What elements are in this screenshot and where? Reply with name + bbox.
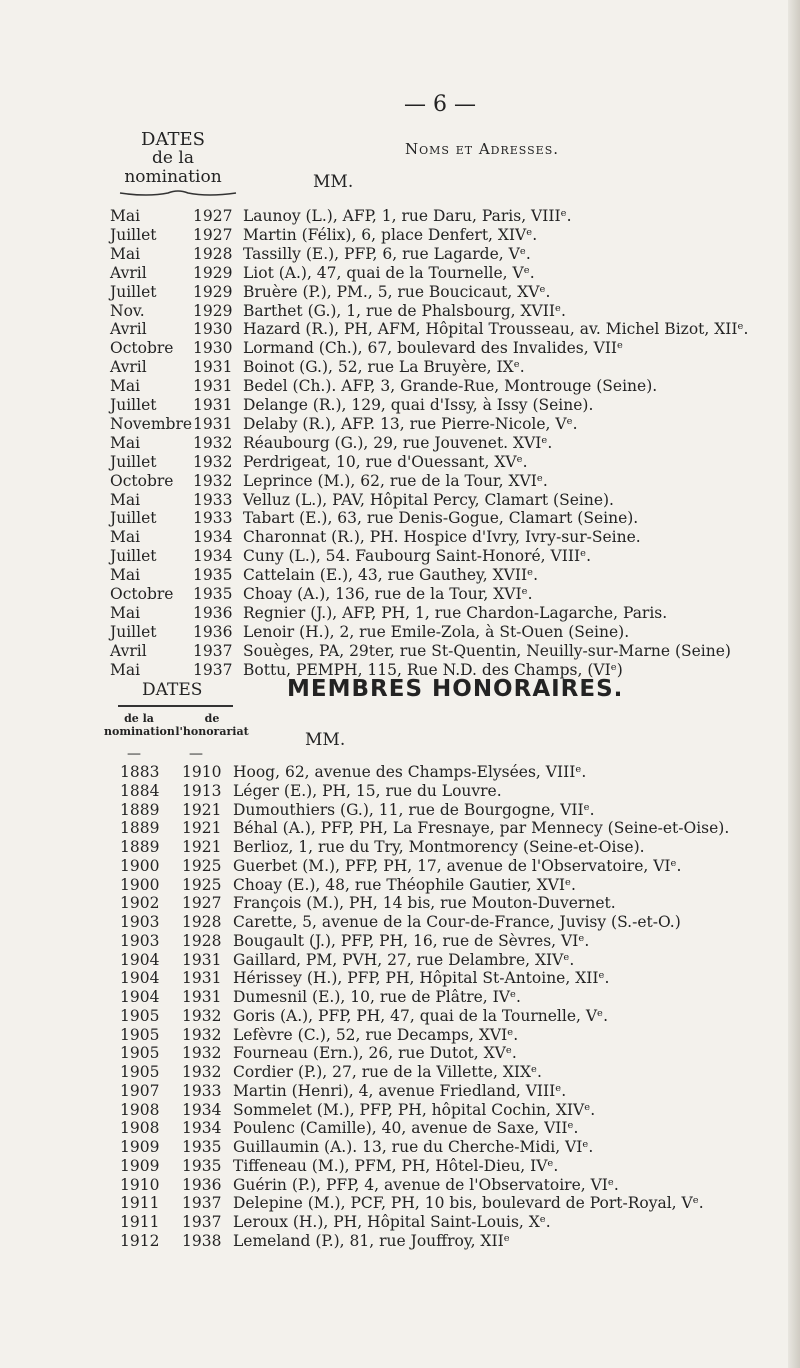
member-month: Juillet [110, 547, 157, 566]
member-year: 1935 [193, 566, 233, 585]
honorariat-year: 1935 [182, 1156, 222, 1175]
member-month: Juillet [110, 396, 157, 414]
member-entry: Leprince (M.), 62, rue de la Tour, XVIᵉ. [243, 471, 548, 490]
nomination-year: 1904 [120, 950, 160, 969]
nomination-year: 1900 [120, 875, 160, 894]
member-month: Avril [110, 641, 147, 660]
honorariat-year: 1925 [182, 856, 222, 875]
nomination-subheader-line-1: de la [124, 712, 154, 725]
honorary-dates-header: DATES [142, 680, 203, 700]
nomination-year: 1905 [120, 1025, 160, 1044]
member-month: Octobre [110, 471, 174, 490]
honorariat-year: 1921 [182, 838, 222, 856]
member-year: 1928 [193, 244, 233, 263]
honorary-member-entry: Cordier (P.), 27, rue de la Villette, XIXᵉ. [233, 1063, 542, 1081]
honorary-member-entry: Gaillard, PM, PVH, 27, rue Delambre, XIVᵉ. [233, 950, 575, 969]
honorariat-year: 1934 [182, 1119, 222, 1138]
member-entry: Barthet (G.), 1, rue de Phalsbourg, XVIIᵉ. [243, 301, 566, 320]
nomination-year: 1907 [120, 1081, 160, 1100]
honorariat-subheader [172, 712, 252, 738]
honorary-member-entry: Delepine (M.), PCF, PH, 10 bis, boulevard de Port-Royal, Vᵉ. [233, 1194, 704, 1213]
names-column-header: Noms et Adresses. [405, 140, 560, 158]
member-year: 1929 [193, 282, 233, 301]
member-month: Mai [110, 377, 141, 396]
member-year: 1930 [193, 320, 233, 339]
honorariat-year: 1913 [182, 781, 222, 800]
honorariat-subheader-line-2: l'honorariat [175, 725, 249, 738]
honorary-member-entry: Guérin (P.), PFP, 4, avenue de l'Observatoire, VIᵉ. [233, 1175, 619, 1194]
honorary-member-entry: Léger (E.), PH, 15, rue du Louvre. [233, 781, 502, 800]
member-year: 1927 [193, 207, 233, 225]
honorariat-year: 1932 [182, 1044, 222, 1063]
honorary-member-entry: Guillaumin (A.). 13, rue du Cherche-Midi, VIᵉ. [233, 1138, 594, 1156]
mm-label: MM. [313, 172, 354, 192]
nomination-year: 1908 [120, 1100, 160, 1119]
honorary-member-entry: Bougault (J.), PFP, PH, 16, rue de Sèvres, VIᵉ. [233, 931, 590, 950]
member-year: 1929 [193, 301, 233, 320]
honorary-member-entry: Leroux (H.), PH, Hôpital Saint-Louis, Xᵉ. [233, 1213, 551, 1231]
dash-honorariat: — [189, 746, 203, 762]
honorary-member-entry: Goris (A.), PFP, PH, 47, quai de la Tournelle, Vᵉ. [233, 1006, 608, 1025]
honorariat-year: 1932 [182, 1025, 222, 1044]
member-entry: Lormand (Ch.), 67, boulevard des Invalides, VIIᵉ [243, 339, 624, 358]
member-year: 1932 [193, 433, 233, 452]
member-entry: Perdrigeat, 10, rue d'Ouessant, XVᵉ. [243, 452, 528, 471]
member-month: Avril [110, 320, 147, 339]
member-entry: Bottu, PEMPH, 115, Rue N.D. des Champs, (VIᵉ) [243, 660, 623, 679]
member-entry: Cuny (L.), 54. Faubourg Saint-Honoré, VIIIᵉ. [243, 547, 592, 566]
member-entry: Velluz (L.), PAV, Hôpital Percy, Clamart (Seine). [243, 490, 614, 509]
honorary-member-entry: Guerbet (M.), PFP, PH, 17, avenue de l'Observatoire, VIᵉ. [233, 856, 682, 875]
member-month: Mai [110, 566, 141, 585]
nomination-subheader [104, 712, 174, 738]
nomination-year: 1911 [120, 1194, 160, 1213]
nomination-year: 1908 [120, 1119, 160, 1138]
honorary-mm-label: MM. [305, 730, 346, 750]
honorariat-year: 1935 [182, 1138, 222, 1156]
member-year: 1931 [193, 396, 233, 414]
nomination-year: 1903 [120, 913, 160, 931]
honorariat-year: 1931 [182, 969, 222, 988]
nomination-year: 1909 [120, 1156, 160, 1175]
member-month: Avril [110, 263, 147, 282]
honorary-member-entry: Lemeland (P.), 81, rue Jouffroy, XIIᵉ [233, 1231, 510, 1250]
member-entry: Bedel (Ch.). AFP, 3, Grande-Rue, Montrouge (Seine). [243, 377, 658, 396]
member-month: Juillet [110, 622, 157, 641]
member-month: Mai [110, 490, 141, 509]
member-year: 1933 [193, 490, 233, 509]
member-year: 1936 [193, 622, 233, 641]
honorary-member-entry: Tiffeneau (M.), PFM, PH, Hôtel-Dieu, IVᵉ. [233, 1156, 559, 1175]
member-month: Avril [110, 358, 147, 377]
member-month: Octobre [110, 339, 174, 358]
member-month: Juillet [110, 282, 157, 301]
member-year: 1934 [193, 528, 233, 547]
honorary-member-entry: Poulenc (Camille), 40, avenue de Saxe, VIIᵉ. [233, 1119, 579, 1138]
nomination-year: 1884 [120, 781, 160, 800]
member-year: 1937 [193, 660, 233, 679]
honorariat-year: 1938 [182, 1231, 222, 1250]
member-month: Mai [110, 433, 141, 452]
nomination-year: 1904 [120, 988, 160, 1006]
member-month: Nov. [110, 301, 145, 320]
member-year: 1935 [193, 585, 233, 603]
member-year: 1930 [193, 339, 233, 358]
dates-header-line-1: DATES [141, 129, 205, 150]
honorary-member-entry: Sommelet (M.), PFP, PH, hôpital Cochin, XIVᵉ. [233, 1100, 596, 1119]
nomination-year: 1903 [120, 931, 160, 950]
honorary-member-entry: Béhal (A.), PFP, PH, La Fresnaye, par Mennecy (Seine-et-Oise). [233, 819, 730, 838]
dates-header-line-2: de la [152, 148, 194, 168]
header-rule [118, 705, 233, 707]
member-entry: Souèges, PA, 29ter, rue St-Quentin, Neuilly-sur-Marne (Seine) [243, 641, 731, 660]
member-year: 1937 [193, 641, 233, 660]
member-entry: Launoy (L.), AFP, 1, rue Daru, Paris, VIIIᵉ. [243, 207, 572, 225]
honorary-member-entry: Carette, 5, avenue de la Cour-de-France, Juvisy (S.-et-O.) [233, 913, 681, 931]
honorariat-year: 1931 [182, 950, 222, 969]
nomination-year: 1909 [120, 1138, 160, 1156]
member-entry: Choay (A.), 136, rue de la Tour, XVIᵉ. [243, 585, 533, 603]
member-entry: Lenoir (H.), 2, rue Emile-Zola, à St-Ouen (Seine). [243, 622, 630, 641]
honorary-member-entry: Lefèvre (C.), 52, rue Decamps, XVIᵉ. [233, 1025, 519, 1044]
nomination-year: 1904 [120, 969, 160, 988]
nomination-year: 1910 [120, 1175, 160, 1194]
member-year: 1931 [193, 377, 233, 396]
nomination-year: 1889 [120, 838, 160, 856]
honorariat-year: 1931 [182, 988, 222, 1006]
member-entry: Charonnat (R.), PH. Hospice d'Ivry, Ivry-sur-Seine. [243, 528, 641, 547]
member-entry: Tassilly (E.), PFP, 6, rue Lagarde, Vᵉ. [243, 244, 531, 263]
member-entry: Liot (A.), 47, quai de la Tournelle, Vᵉ. [243, 263, 535, 282]
page-number: — 6 — [404, 92, 476, 117]
honorariat-year: 1910 [182, 763, 222, 781]
decorative-swash [118, 187, 238, 199]
honorary-member-entry: François (M.), PH, 14 bis, rue Mouton-Duvernet. [233, 894, 616, 913]
member-month: Mai [110, 207, 141, 225]
nomination-subheader-line-2: nomination [104, 725, 175, 738]
honorary-member-entry: Hérissey (H.), PFP, PH, Hôpital St-Antoine, XIIᵉ. [233, 969, 610, 988]
member-year: 1931 [193, 358, 233, 377]
honorariat-year: 1937 [182, 1194, 222, 1213]
member-month: Juillet [110, 452, 157, 471]
member-month: Novembre [110, 414, 193, 433]
honorariat-year: 1928 [182, 913, 222, 931]
member-month: Mai [110, 528, 141, 547]
nomination-year: 1905 [120, 1006, 160, 1025]
honorariat-year: 1934 [182, 1100, 222, 1119]
member-year: 1936 [193, 603, 233, 622]
honorary-member-entry: Dumesnil (E.), 10, rue de Plâtre, IVᵉ. [233, 988, 521, 1006]
member-entry: Bruère (P.), PM., 5, rue Boucicaut, XVᵉ. [243, 282, 551, 301]
member-year: 1932 [193, 452, 233, 471]
member-year: 1929 [193, 263, 233, 282]
page-edge-shadow [788, 0, 800, 1368]
member-entry: Tabart (E.), 63, rue Denis-Gogue, Clamart (Seine). [243, 509, 639, 528]
nomination-year: 1883 [120, 763, 160, 781]
member-entry: Delaby (R.), AFP. 13, rue Pierre-Nicole, Vᵉ. [243, 414, 578, 433]
member-entry: Martin (Félix), 6, place Denfert, XIVᵉ. [243, 225, 538, 244]
honorary-member-entry: Dumouthiers (G.), 11, rue de Bourgogne, VIIᵉ. [233, 800, 595, 819]
honorariat-year: 1925 [182, 875, 222, 894]
honorariat-year: 1921 [182, 819, 222, 838]
dates-header-line-3: nomination [124, 167, 222, 187]
dates-column-header [108, 130, 238, 187]
member-entry: Cattelain (E.), 43, rue Gauthey, XVIIᵉ. [243, 566, 538, 585]
honorary-member-entry: Berlioz, 1, rue du Try, Montmorency (Seine-et-Oise). [233, 838, 645, 856]
nomination-year: 1889 [120, 800, 160, 819]
member-year: 1933 [193, 509, 233, 528]
nomination-year: 1889 [120, 819, 160, 838]
honorary-member-entry: Hoog, 62, avenue des Champs-Elysées, VIIIᵉ. [233, 763, 587, 781]
member-year: 1934 [193, 547, 233, 566]
nomination-year: 1900 [120, 856, 160, 875]
honorary-section-title: MEMBRES HONORAIRES. [287, 676, 624, 702]
nomination-year: 1912 [120, 1231, 160, 1250]
member-month: Mai [110, 244, 141, 263]
honorariat-year: 1936 [182, 1175, 222, 1194]
member-month: Mai [110, 603, 141, 622]
member-entry: Hazard (R.), PH, AFM, Hôpital Trousseau, av. Michel Bizot, XIIᵉ. [243, 320, 749, 339]
honorariat-year: 1937 [182, 1213, 222, 1231]
member-month: Octobre [110, 585, 174, 603]
honorary-member-entry: Fourneau (Ern.), 26, rue Dutot, XVᵉ. [233, 1044, 517, 1063]
member-entry: Regnier (J.), AFP, PH, 1, rue Chardon-Lagarche, Paris. [243, 603, 668, 622]
member-year: 1932 [193, 471, 233, 490]
honorary-member-entry: Choay (E.), 48, rue Théophile Gautier, XVIᵉ. [233, 875, 576, 894]
honorariat-year: 1933 [182, 1081, 222, 1100]
member-month: Juillet [110, 509, 157, 528]
honorariat-year: 1932 [182, 1063, 222, 1081]
member-month: Juillet [110, 225, 157, 244]
member-entry: Réaubourg (G.), 29, rue Jouvenet. XVIᵉ. [243, 433, 553, 452]
honorariat-year: 1932 [182, 1006, 222, 1025]
nomination-year: 1905 [120, 1044, 160, 1063]
member-entry: Boinot (G.), 52, rue La Bruyère, IXᵉ. [243, 358, 525, 377]
honorariat-year: 1927 [182, 894, 222, 913]
member-year: 1931 [193, 414, 233, 433]
member-year: 1927 [193, 225, 233, 244]
nomination-year: 1905 [120, 1063, 160, 1081]
member-entry: Delange (R.), 129, quai d'Issy, à Issy (Seine). [243, 396, 594, 414]
nomination-year: 1911 [120, 1213, 160, 1231]
honorary-member-entry: Martin (Henri), 4, avenue Friedland, VIIIᵉ. [233, 1081, 567, 1100]
nomination-year: 1902 [120, 894, 160, 913]
honorariat-subheader-line-1: de [204, 712, 220, 725]
honorariat-year: 1928 [182, 931, 222, 950]
member-month: Mai [110, 660, 141, 679]
dash-nomination: — [127, 746, 141, 762]
honorariat-year: 1921 [182, 800, 222, 819]
